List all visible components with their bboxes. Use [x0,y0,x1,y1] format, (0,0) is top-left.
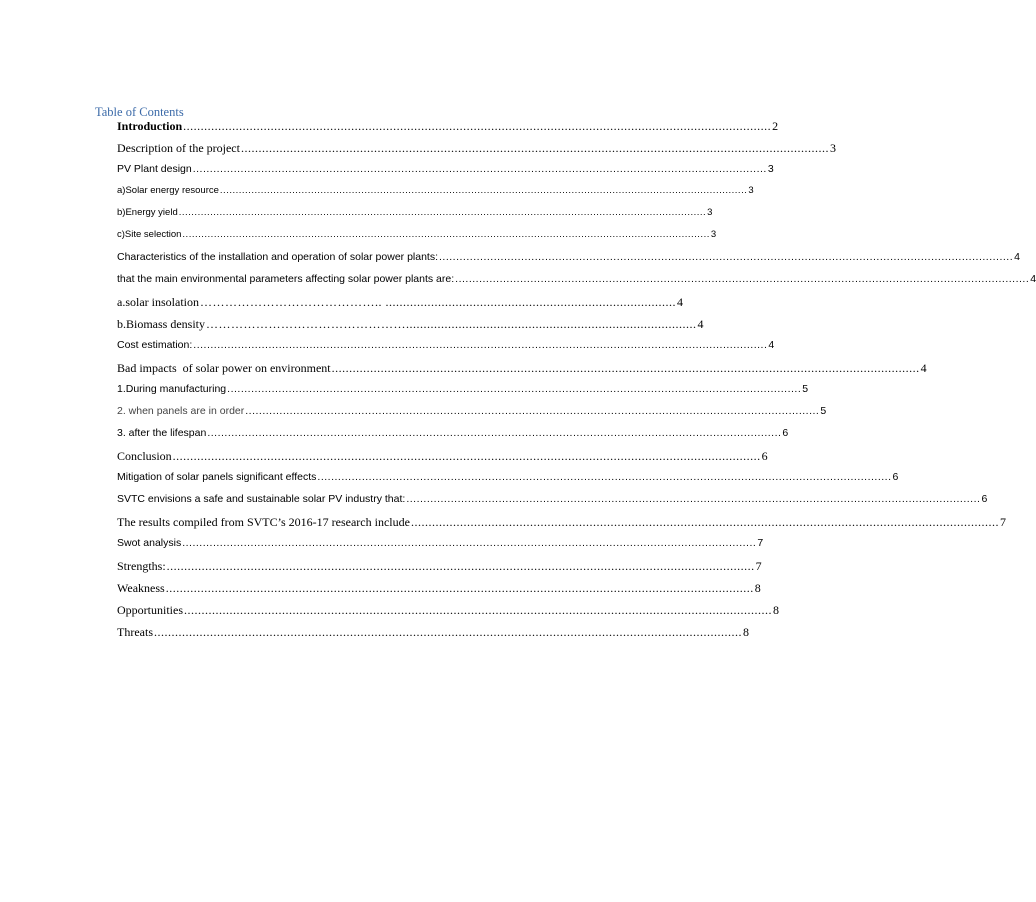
toc-page-number: 4 [1030,273,1036,285]
toc-page-number: 3 [707,207,713,218]
toc-entry-bad-impacts[interactable] [117,361,927,377]
toc-entry-text: b)Energy yield [117,207,178,218]
toc-page-number: 3 [829,141,836,155]
toc-leader-dots: ........................................................................................................................................................................ [439,251,1014,263]
toc-entry-text: Strengths: [117,559,166,573]
toc-title: Table of Contents [95,105,184,119]
toc-entry-text: b.Biomass density [117,317,206,331]
toc-page-number: 4 [676,295,683,309]
toc-entry-during-manufacturing[interactable] [117,383,809,399]
toc-entry-text: Swot analysis [117,537,182,549]
toc-page-number: 6 [981,493,988,505]
toc-page-number: 8 [754,581,761,595]
toc-page-number: 3 [767,163,774,175]
toc-entry-text: 2. when panels are in order [117,405,245,417]
toc-leader-dots: ........................................................................................................................................................................ [207,427,782,439]
toc-page-number: 8 [773,603,779,617]
toc-leader-dots: ........................................................................................................................................................................ [166,559,755,573]
toc-page-number: 4 [920,361,927,375]
toc-leader-dots: ........................................................................................................................................................................ [193,339,768,351]
toc-entry-text: PV Plant design [117,163,192,175]
toc-leader-dots: ........................................................................................................................................................................ [317,471,892,483]
toc-entry-panels-in-order[interactable] [117,405,827,421]
toc-leader-dots: ........................................................................................................................................................................ [182,229,710,240]
toc-entry-text: a.solar insolation [117,295,199,309]
toc-entry-swot-analysis[interactable] [117,537,764,553]
toc-page-number: 6 [761,449,768,463]
toc-page-number: 6 [892,471,899,483]
toc-entry-text: Conclusion [117,449,172,463]
toc-leader-dots: ........................................................................................................................................................................ [331,361,920,375]
toc-page-number: 7 [999,515,1006,529]
toc-entry-description[interactable] [117,141,836,157]
toc-page-number: 7 [755,559,762,573]
toc-entry-text: c)Site selection [117,229,182,240]
toc-entry-text: Opportunities [117,603,183,617]
toc-entry-solar-insolation[interactable] [117,295,683,311]
toc-leader-dots: ........................................................................................................................................................................ [172,449,761,463]
toc-page-number: 5 [820,405,827,417]
toc-leader-dots: ........................................................................................................................................................................ [455,273,1030,285]
toc-page-number: 7 [757,537,764,549]
toc-leader-dots: ........................................................................................................................................................................ [178,207,707,218]
toc-entry-threats[interactable] [117,625,749,641]
toc-entry-text: 3. after the lifespan [117,427,207,439]
toc-leader-dots: ........................................................................................................................................................................ [184,603,772,617]
toc-leader-dots: ........................................................................................................................................................................ [192,163,767,175]
toc-page-number: 3 [748,185,754,196]
toc-entry-site-selection[interactable] [117,229,717,245]
toc-entry-text: Cost estimation: [117,339,193,351]
toc-entry-solar-energy-resource[interactable] [117,185,754,201]
toc-leader-dots: ........................................................................................................................................................................ [219,185,748,196]
toc-entry-opportunities[interactable] [117,603,779,619]
toc-leader-dots: ........................................................................................................................................................................ [182,537,757,549]
toc-entry-text: Weakness [117,581,165,595]
toc-entry-text: Characteristics of the installation and operation of solar power plants: [117,251,439,263]
toc-entry-strengths[interactable] [117,559,762,575]
toc-entry-biomass-density[interactable] [117,317,704,333]
toc-entry-environmental-parameters[interactable] [117,273,1036,289]
toc-leader-dots: ........................................................................................................................................................................ [153,625,742,639]
toc-entry-cost-estimation[interactable] [117,339,775,355]
toc-leader-dots: ........................................................................................................................................................................ [227,383,802,395]
toc-entry-introduction[interactable] [117,119,779,135]
toc-page-number: 4 [697,317,704,331]
toc-leader-dots: …………………………………….. ................................................................................... [199,295,676,309]
toc-leader-dots: ........................................................................................................................................................................ [406,493,981,505]
toc-page-number: 5 [802,383,809,395]
toc-entry-text: The results compiled from SVTC’s 2016-17 research include [117,515,410,529]
toc-entry-text: Threats [117,625,153,639]
toc-entry-weakness[interactable] [117,581,761,597]
toc-entry-svtc-results[interactable] [117,515,1006,531]
toc-page-number: 2 [772,119,779,133]
toc-page-number: 8 [742,625,749,639]
toc-entry-text: that the main environmental parameters affecting solar power plants are: [117,273,455,285]
toc-entry-pv-plant-design[interactable] [117,163,774,179]
toc-entry-text: Description of the project [117,141,240,155]
toc-entry-after-lifespan[interactable] [117,427,789,443]
toc-entry-text: 1.During manufacturing [117,383,227,395]
toc-leader-dots: ........................................................................................................................................................................ [410,515,999,529]
toc-entry-text: Bad impacts of solar power on environment [117,361,331,375]
toc-page-number: 3 [710,229,717,240]
toc-leader-dots: …………………………………………................................................................................... [206,317,697,331]
toc-entry-text: Introduction [117,119,183,133]
toc-leader-dots: ........................................................................................................................................................................ [183,119,772,133]
toc-entry-characteristics[interactable] [117,251,1020,267]
toc-entry-svtc-envisions[interactable] [117,493,988,509]
toc-page-number: 4 [1014,251,1020,263]
toc-leader-dots: ........................................................................................................................................................................ [165,581,754,595]
toc-entry-text: a)Solar energy resource [117,185,219,196]
toc-page-number: 6 [782,427,789,439]
toc-leader-dots: ........................................................................................................................................................................ [240,141,829,155]
toc-leader-dots: ........................................................................................................................................................................ [245,405,820,417]
toc-entry-text: Mitigation of solar panels significant effects [117,471,317,483]
toc-entry-mitigation[interactable] [117,471,899,487]
toc-entry-energy-yield[interactable] [117,207,713,223]
toc-entry-conclusion[interactable] [117,449,768,465]
toc-page-number: 4 [768,339,775,351]
toc-entry-text: SVTC envisions a safe and sustainable solar PV industry that: [117,493,406,505]
